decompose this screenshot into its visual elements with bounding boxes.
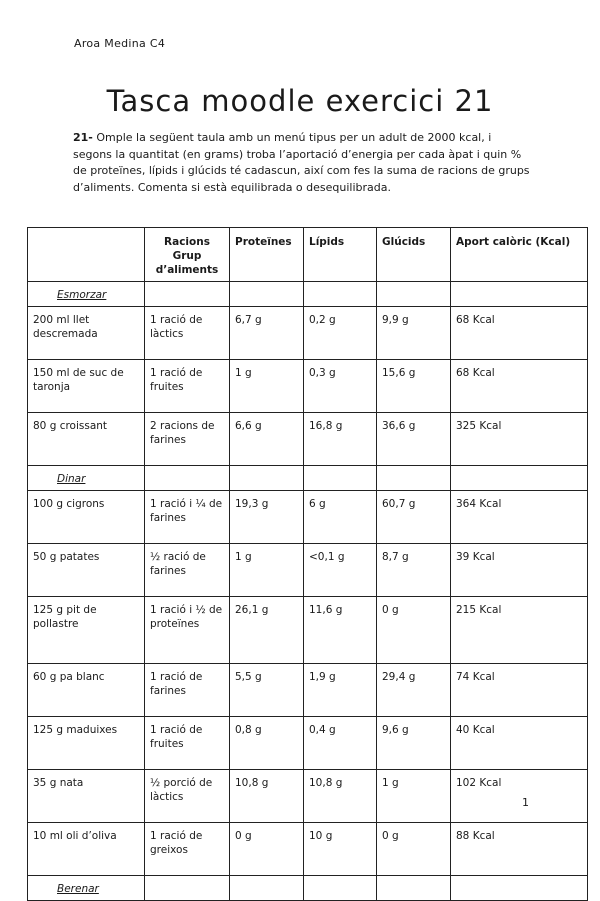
kcal-cell: 68 Kcal bbox=[451, 307, 588, 360]
table-row bbox=[28, 823, 588, 876]
food-cell: 200 ml llet descremada bbox=[28, 307, 145, 360]
lipid-cell: 10 g bbox=[304, 823, 377, 876]
ration-cell: 2 racions de farines bbox=[145, 413, 230, 466]
lipid-cell: 11,6 g bbox=[304, 597, 377, 664]
food-cell: 60 g pa blanc bbox=[28, 664, 145, 717]
protein-cell: 19,3 g bbox=[230, 491, 304, 544]
lipid-cell: <0,1 g bbox=[304, 544, 377, 597]
table-row bbox=[28, 664, 588, 717]
carb-cell: 9,9 g bbox=[377, 307, 451, 360]
food-cell: 10 ml oli d’oliva bbox=[28, 823, 145, 876]
table-row bbox=[28, 597, 588, 664]
ration-cell: 1 ració i ¼ de farines bbox=[145, 491, 230, 544]
protein-cell: 6,6 g bbox=[230, 413, 304, 466]
protein-cell: 26,1 g bbox=[230, 597, 304, 664]
header-food bbox=[28, 228, 145, 282]
table-row bbox=[28, 307, 588, 360]
exercise-number: 21- bbox=[73, 131, 93, 144]
author-name: Aroa Medina C4 bbox=[74, 37, 166, 50]
protein-cell: 6,7 g bbox=[230, 307, 304, 360]
protein-cell: 0,8 g bbox=[230, 717, 304, 770]
page-number: 1 bbox=[522, 796, 529, 809]
ration-cell: 1 ració de làctics bbox=[145, 307, 230, 360]
kcal-cell: 68 Kcal bbox=[451, 360, 588, 413]
lipid-cell: 0,2 g bbox=[304, 307, 377, 360]
kcal-cell: 39 Kcal bbox=[451, 544, 588, 597]
carb-cell: 15,6 g bbox=[377, 360, 451, 413]
lipid-cell: 1,9 g bbox=[304, 664, 377, 717]
ration-cell: 1 ració de greixos bbox=[145, 823, 230, 876]
ration-cell: 1 ració de fruites bbox=[145, 360, 230, 413]
carb-cell: 8,7 g bbox=[377, 544, 451, 597]
exercise-instructions bbox=[73, 130, 533, 196]
ration-cell: 1 ració de farines bbox=[145, 664, 230, 717]
header-lipids: Lípids bbox=[304, 228, 377, 282]
table-row bbox=[28, 544, 588, 597]
table-row bbox=[28, 360, 588, 413]
lipid-cell: 10,8 g bbox=[304, 770, 377, 823]
ration-cell: ½ porció de làctics bbox=[145, 770, 230, 823]
ration-cell: ½ ració de farines bbox=[145, 544, 230, 597]
lipid-cell: 16,8 g bbox=[304, 413, 377, 466]
food-cell: 50 g patates bbox=[28, 544, 145, 597]
header-kcal: Aport calòric (Kcal) bbox=[451, 228, 588, 282]
header-proteins: Proteïnes bbox=[230, 228, 304, 282]
food-cell: 150 ml de suc de taronja bbox=[28, 360, 145, 413]
table-row bbox=[28, 717, 588, 770]
protein-cell: 10,8 g bbox=[230, 770, 304, 823]
table-row bbox=[28, 413, 588, 466]
carb-cell: 29,4 g bbox=[377, 664, 451, 717]
carb-cell: 1 g bbox=[377, 770, 451, 823]
section-label: Berenar bbox=[57, 883, 99, 895]
lipid-cell: 6 g bbox=[304, 491, 377, 544]
carb-cell: 0 g bbox=[377, 823, 451, 876]
lipid-cell: 0,3 g bbox=[304, 360, 377, 413]
ration-cell: 1 ració i ½ de proteïnes bbox=[145, 597, 230, 664]
section-label: Esmorzar bbox=[57, 289, 107, 301]
food-cell: 100 g cigrons bbox=[28, 491, 145, 544]
kcal-cell: 40 Kcal bbox=[451, 717, 588, 770]
header-rations: Racions Grup d’aliments bbox=[145, 228, 230, 282]
section-row-esmorzar bbox=[28, 282, 588, 307]
ration-cell: 1 ració de fruites bbox=[145, 717, 230, 770]
menu-table bbox=[27, 227, 588, 901]
kcal-cell: 215 Kcal bbox=[451, 597, 588, 664]
table-header-row bbox=[28, 228, 588, 282]
food-cell: 125 g pit de pollastre bbox=[28, 597, 145, 664]
kcal-cell: 364 Kcal bbox=[451, 491, 588, 544]
carb-cell: 36,6 g bbox=[377, 413, 451, 466]
section-label: Dinar bbox=[57, 473, 86, 485]
protein-cell: 1 g bbox=[230, 360, 304, 413]
carb-cell: 0 g bbox=[377, 597, 451, 664]
protein-cell: 5,5 g bbox=[230, 664, 304, 717]
food-cell: 125 g maduixes bbox=[28, 717, 145, 770]
kcal-cell: 88 Kcal bbox=[451, 823, 588, 876]
kcal-cell: 325 Kcal bbox=[451, 413, 588, 466]
protein-cell: 1 g bbox=[230, 544, 304, 597]
carb-cell: 9,6 g bbox=[377, 717, 451, 770]
lipid-cell: 0,4 g bbox=[304, 717, 377, 770]
section-row-berenar bbox=[28, 876, 588, 901]
kcal-cell: 74 Kcal bbox=[451, 664, 588, 717]
table-row bbox=[28, 491, 588, 544]
food-cell: 80 g croissant bbox=[28, 413, 145, 466]
section-row-dinar bbox=[28, 466, 588, 491]
kcal-cell: 102 Kcal bbox=[451, 770, 588, 823]
protein-cell: 0 g bbox=[230, 823, 304, 876]
exercise-text: Omple la següent taula amb un menú tipus per un adult de 2000 kcal, i segons la quantitat (en grams) troba l’aportació d’energia per cada àpat i quin % de proteïnes, lípids i glúcids té cadascun, així com fes la suma de racions de grups d’aliments. Comenta si està equilibrada o desequilibrada. bbox=[73, 131, 530, 194]
page-title: Tasca moodle exercici 21 bbox=[106, 84, 494, 118]
table-row bbox=[28, 770, 588, 823]
carb-cell: 60,7 g bbox=[377, 491, 451, 544]
header-carbs: Glúcids bbox=[377, 228, 451, 282]
food-cell: 35 g nata bbox=[28, 770, 145, 823]
